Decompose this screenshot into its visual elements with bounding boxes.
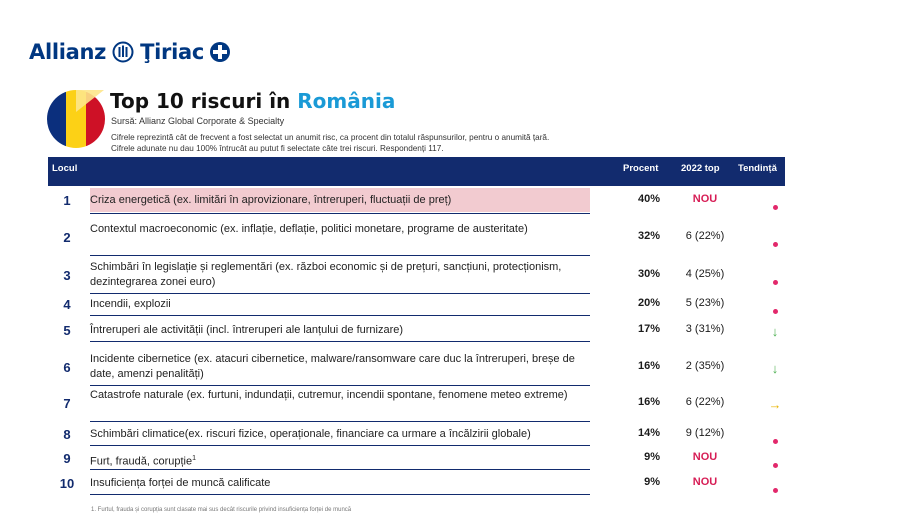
arrow-down-icon: ↓ xyxy=(771,361,779,376)
rank-number: 2 xyxy=(63,230,71,245)
row-separator xyxy=(90,341,590,342)
risk-text: Incendii, explozii xyxy=(90,297,171,310)
dot-icon xyxy=(773,309,778,314)
table-row xyxy=(48,320,785,340)
trend-indicator xyxy=(760,455,790,473)
tiriac-cross-icon xyxy=(209,41,231,63)
trend-indicator xyxy=(760,431,790,449)
risk-description xyxy=(90,323,590,338)
source-line: Sursă: Allianz Global Corporate & Specialty xyxy=(111,116,285,126)
table-header xyxy=(48,157,785,186)
risk-text: Contextul macroeconomic (ex. inflație, deflație, politici monetare, programe de austeritate) xyxy=(90,223,528,235)
percent-value: 32% xyxy=(637,230,660,242)
rank-number: 7 xyxy=(63,396,71,411)
percent-value: 20% xyxy=(637,297,660,309)
risk-description xyxy=(90,388,590,403)
logo-text-tiriac: Ţiriac xyxy=(140,40,204,64)
rank-2022-value: 3 (31%) xyxy=(685,323,725,335)
trend-indicator xyxy=(760,360,790,378)
footnote: 1. Furtul, frauda și corupția sunt clasate mai sus decât riscurile privind insuficiența forței de muncă xyxy=(91,507,352,513)
rank-2022-value: NOU xyxy=(692,476,718,488)
rank-number: 6 xyxy=(63,360,71,375)
dot-icon xyxy=(773,242,778,247)
rank-2022-value: 9 (12%) xyxy=(685,427,725,439)
rank-2022-value: 5 (23%) xyxy=(685,297,725,309)
risk-text: Criza energetică (ex. limitări în aprovizionare, întreruperi, fluctuații de preț) xyxy=(90,194,452,206)
trend-indicator xyxy=(760,197,790,215)
row-separator xyxy=(90,315,590,316)
description-text: Cifrele reprezintă cât de frecvent a fost selectat un anumit risc, ca procent din totalul răspunsurilor, pentru o anumită țară. Cifrele adunate nu dau 100% întrucât au putut fi selectate câte trei riscuri. Respondenți 117. xyxy=(111,133,550,153)
table-row xyxy=(48,386,785,420)
rank-number: 4 xyxy=(63,297,71,312)
dot-icon xyxy=(773,280,778,285)
footnote-marker: 1 xyxy=(192,454,197,462)
rank-number: 10 xyxy=(59,476,75,491)
header-2022-top: 2022 top xyxy=(681,163,720,174)
arrow-down-icon: ↓ xyxy=(771,324,779,339)
risk-text: Insuficiența forței de muncă calificate xyxy=(90,476,271,489)
row-separator xyxy=(90,421,590,422)
percent-value: 16% xyxy=(637,396,660,408)
table-row xyxy=(48,448,785,468)
risk-text: Schimbări în legislație și reglementări (ex. război economic și de prețuri, sancțiuni, protecționism, dezintegrarea zonei euro) xyxy=(90,261,562,288)
title-prefix: Top 10 riscuri în xyxy=(110,89,298,113)
table-row xyxy=(48,220,785,254)
percent-value: 30% xyxy=(637,268,660,280)
percent-value: 9% xyxy=(644,476,660,488)
dot-icon xyxy=(773,463,778,468)
rank-2022-value: 2 (35%) xyxy=(685,360,725,372)
percent-value: 17% xyxy=(637,323,660,335)
rank-2022-value: 4 (25%) xyxy=(685,268,725,280)
rank-2022-value: 6 (22%) xyxy=(685,230,725,242)
table-row xyxy=(48,424,785,444)
row-separator xyxy=(90,494,590,495)
row-separator xyxy=(90,213,590,214)
risk-description xyxy=(90,352,590,382)
risk-description xyxy=(90,451,590,470)
percent-value: 9% xyxy=(644,451,660,463)
trend-indicator xyxy=(760,323,790,341)
risk-description xyxy=(90,260,590,290)
row-separator xyxy=(90,445,590,446)
trend-indicator xyxy=(760,272,790,290)
rank-number: 1 xyxy=(63,193,71,208)
rank-number: 5 xyxy=(63,323,71,338)
company-logo xyxy=(29,37,231,67)
rank-number: 9 xyxy=(63,451,71,466)
row-separator xyxy=(90,469,590,470)
trend-indicator xyxy=(760,301,790,319)
dot-icon xyxy=(773,439,778,444)
header-rank: Locul xyxy=(52,163,78,174)
rank-2022-value: NOU xyxy=(692,193,718,205)
risk-text: Catastrofe naturale (ex. furtuni, indundații, cutremur, incendii spontane, fenomene meteo extreme) xyxy=(90,389,568,401)
percent-value: 16% xyxy=(637,360,660,372)
dot-icon xyxy=(773,205,778,210)
risk-description xyxy=(90,476,590,491)
risk-description xyxy=(90,222,590,237)
percent-value: 40% xyxy=(637,193,660,205)
rank-2022-value: 6 (22%) xyxy=(685,396,725,408)
trend-indicator xyxy=(760,480,790,498)
risk-text: Furt, fraudă, corupție xyxy=(90,455,193,468)
risk-text: Incidente cibernetice (ex. atacuri cibernetice, malware/ransomware care duc la întreruperi, breșe de date, amenzi penalități) xyxy=(90,353,575,380)
rank-number: 3 xyxy=(63,268,71,283)
risk-description xyxy=(90,427,590,442)
row-separator xyxy=(90,255,590,256)
allianz-pillars-icon xyxy=(112,41,134,63)
arrow-right-icon: → xyxy=(768,397,782,412)
trend-indicator xyxy=(760,396,790,414)
percent-value: 14% xyxy=(637,427,660,439)
trend-indicator xyxy=(760,234,790,252)
risk-description xyxy=(90,297,590,312)
table-row xyxy=(48,188,785,212)
rank-2022-value: NOU xyxy=(692,451,718,463)
risk-text: Schimbări climatice(ex. riscuri fizice, operaționale, financiare ca urmare a încălzirii globale) xyxy=(90,427,531,440)
table-row xyxy=(48,294,785,314)
risk-text: Întreruperi ale activității (incl. întreruperi ale lanțului de furnizare) xyxy=(90,323,404,336)
rank-number: 8 xyxy=(63,427,71,442)
dot-icon xyxy=(773,488,778,493)
table-row xyxy=(48,350,785,384)
table-row xyxy=(48,258,785,292)
title-country: România xyxy=(297,89,396,113)
logo-text-allianz: Allianz xyxy=(29,40,107,64)
header-percent: Procent xyxy=(623,163,659,174)
table-row xyxy=(48,473,785,493)
header-trend: Tendință xyxy=(738,163,777,174)
risk-description xyxy=(90,188,590,212)
page-title xyxy=(110,89,395,113)
